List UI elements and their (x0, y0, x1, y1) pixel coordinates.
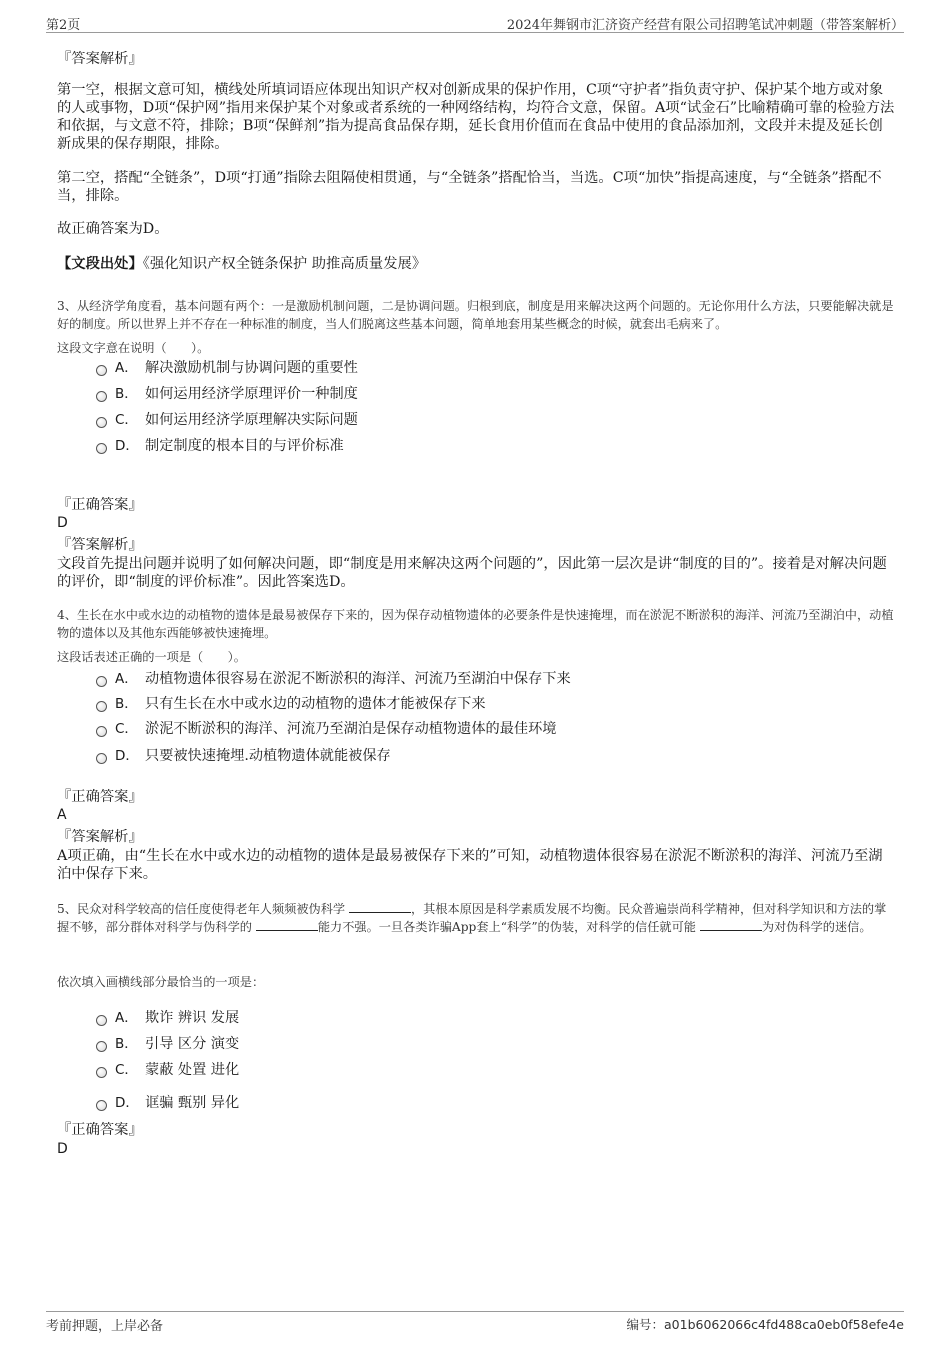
fill-blank-3 (700, 918, 762, 931)
q5-stem (57, 900, 895, 936)
radio-icon[interactable] (96, 443, 107, 454)
option-text: 如何运用经济学原理评价一种制度 (145, 386, 358, 402)
fill-blank-1 (349, 900, 411, 913)
q5-stem-part-3: 能力不强。一旦各类诈骗App套上“科学”的伪装，对科学的信任就可能 (317, 920, 696, 934)
q3-analysis-label: 『答案解析』 (57, 537, 143, 553)
option-letter: A． (115, 671, 138, 687)
option-text: 如何运用经济学原理解决实际问题 (145, 412, 358, 428)
option-letter: C． (115, 1062, 138, 1078)
q4-prompt: 这段话表述正确的一项是（ ）。 (57, 650, 246, 664)
q4-analysis: A项正确，由“生长在水中或水边的动植物的遗体是最易被保存下来的”可知，动植物遗体很容易在淤泥不断淤积的海洋、河流乃至湖泊中保存下来。 (57, 848, 883, 882)
document-title: 2024年舞钢市汇济资产经营有限公司招聘笔试冲刺题（带答案解析） (506, 18, 904, 33)
option-letter: B． (115, 696, 138, 712)
radio-icon[interactable] (96, 726, 107, 737)
q4-answer-label: 『正确答案』 (57, 789, 143, 805)
q5-option-b[interactable] (96, 1034, 239, 1054)
q3-answer-label: 『正确答案』 (57, 497, 143, 513)
page-footer (46, 1311, 904, 1336)
option-letter: B． (115, 1036, 138, 1052)
option-text: 诓骗 甄别 异化 (145, 1095, 240, 1111)
radio-icon[interactable] (96, 701, 107, 712)
document-code: 编号：a01b6062066c4fd488ca0eb0f58efe4e (626, 1317, 904, 1332)
radio-icon[interactable] (96, 1015, 107, 1026)
q2-source-title: 《强化知识产权全链条保护 助推高质量发展》 (142, 256, 427, 272)
q3-analysis: 文段首先提出问题并说明了如何解决问题，即“制度是用来解决这两个问题的”，因此第一层次是讲“制度的目的”。接着是对解决问题的评价，即“制度的评价标准”。因此答案选D。 (57, 556, 887, 590)
option-text: 欺诈 辨识 发展 (145, 1010, 240, 1026)
q5-prompt: 依次填入画横线部分最恰当的一项是： (57, 975, 265, 989)
q4-option-c[interactable] (96, 719, 556, 739)
q2-analysis-conclusion: 故正确答案为D。 (57, 221, 169, 237)
page-number: 第2页 (46, 18, 81, 33)
radio-icon[interactable] (96, 753, 107, 764)
q4-answer: A (57, 807, 67, 823)
q3-option-a[interactable] (96, 358, 358, 378)
q2-analysis-label: 『答案解析』 (57, 51, 143, 67)
option-text: 淤泥不断淤积的海洋、河流乃至湖泊是保存动植物遗体的最佳环境 (145, 721, 557, 737)
q5-stem-part-4: 为对伪科学的迷信。 (761, 920, 872, 934)
q3-option-c[interactable] (96, 410, 358, 430)
footer-motto: 考前押题，上岸必备 (46, 1319, 164, 1334)
q5-answer-label: 『正确答案』 (57, 1122, 143, 1138)
q4-option-d[interactable] (96, 746, 391, 766)
option-text: 动植物遗体很容易在淤泥不断淤积的海洋、河流乃至湖泊中保存下来 (145, 671, 571, 687)
option-letter: A． (115, 360, 138, 376)
option-letter: D． (115, 748, 139, 764)
q3-option-b[interactable] (96, 384, 358, 404)
radio-icon[interactable] (96, 1067, 107, 1078)
radio-icon[interactable] (96, 1100, 107, 1111)
q2-analysis-paragraph-1: 第一空，根据文意可知，横线处所填词语应体现出知识产权对创新成果的保护作用，C项“守护者”指负责守护、保护某个地方或对象的人或事物，D项“保护网”指用来保护某个对象或者系统的一种网络结构，均符合文意，保留。A项“试金石”比喻精确可靠的检验方法和依据，与文意不符，排除；B项“保鲜剂”指为提高食品保存期，延长食用价值而在食品中使用的食品添加剂，文段并未提及延长创新成果的保存期限，排除。 (57, 82, 895, 152)
option-text: 只要被快速掩埋.动植物遗体就能被保存 (145, 748, 391, 764)
option-letter: C． (115, 721, 138, 737)
q5-stem-part-2: ，其根本原因是科学素质发展不均衡。民众普遍崇尚科学精神，但对科学知识和方法的掌握不够，部分群体对科学与伪科学的 (57, 902, 887, 934)
q5-answer: D (57, 1141, 68, 1157)
q4-stem: 4、生长在水中或水边的动植物的遗体是最易被保存下来的，因为保存动植物遗体的必要条件是快速掩埋，而在淤泥不断淤积的海洋、河流乃至湖泊中，动植物的遗体以及其他东西能够被快速掩埋。 (57, 608, 894, 640)
q4-analysis-label: 『答案解析』 (57, 829, 143, 845)
q5-stem-part-1: 5、民众对科学较高的信任度使得老年人频频被伪科学 (57, 902, 346, 916)
q4-option-a[interactable] (96, 669, 571, 689)
q5-option-c[interactable] (96, 1060, 239, 1080)
fill-blank-2 (256, 918, 318, 931)
page-header (46, 12, 904, 33)
option-letter: D． (115, 1095, 139, 1111)
option-letter: D． (115, 438, 139, 454)
option-letter: A． (115, 1010, 138, 1026)
option-text: 制定制度的根本目的与评价标准 (145, 438, 344, 454)
option-text: 蒙蔽 处置 进化 (145, 1062, 240, 1078)
q4-option-b[interactable] (96, 694, 486, 714)
q3-prompt: 这段文字意在说明（ ）。 (57, 341, 210, 355)
radio-icon[interactable] (96, 417, 107, 428)
option-letter: C． (115, 412, 138, 428)
radio-icon[interactable] (96, 391, 107, 402)
q3-answer: D (57, 515, 68, 531)
q2-source (57, 255, 895, 273)
q3-stem: 3、从经济学角度看，基本问题有两个：一是激励机制问题，二是协调问题。归根到底，制度是用来解决这两个问题的。无论你用什么方法，只要能解决就是好的制度。所以世界上并不存在一种标准的制度，当人们脱离这些基本问题，简单地套用某些概念的时候，就套出毛病来了。 (57, 299, 894, 331)
q5-option-d[interactable] (96, 1093, 239, 1113)
option-text: 引导 区分 演变 (145, 1036, 240, 1052)
q2-source-label: 【文段出处】 (57, 256, 143, 272)
option-text: 解决激励机制与协调问题的重要性 (145, 360, 358, 376)
radio-icon[interactable] (96, 1041, 107, 1052)
q2-analysis-paragraph-2: 第二空，搭配“全链条”，D项“打通”指除去阻隔使相贯通，与“全链条”搭配恰当，当选。C项“加快”指提高速度，与“全链条”搭配不当，排除。 (57, 170, 882, 204)
radio-icon[interactable] (96, 676, 107, 687)
radio-icon[interactable] (96, 365, 107, 376)
q3-option-d[interactable] (96, 436, 344, 456)
q5-option-a[interactable] (96, 1008, 239, 1028)
option-letter: B． (115, 386, 138, 402)
option-text: 只有生长在水中或水边的动植物的遗体才能被保存下来 (145, 696, 486, 712)
